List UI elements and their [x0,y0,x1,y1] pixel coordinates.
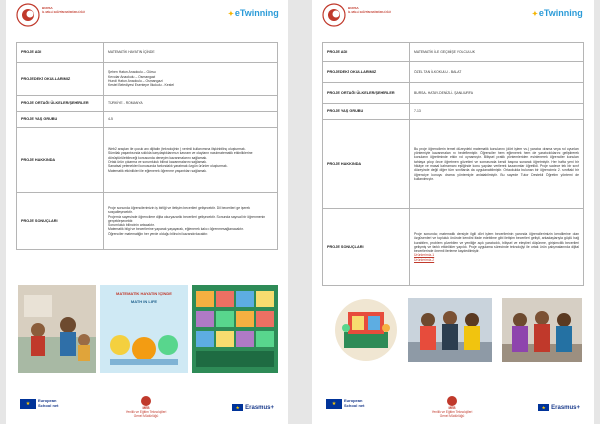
book-cake-photo [334,298,398,362]
meb-text [42,6,85,14]
eu-flag-icon: ★ [20,399,36,409]
row-value: MATEMATİK HAYATIN İÇİNDE [104,43,278,63]
poster-subtitle: MATH IN LIFE [130,299,158,304]
table-row [323,209,584,286]
row-label: PROJE ORTAĞI ÜLKELER/ŞEHİRLER [323,83,410,104]
table-row [17,96,278,112]
table-row [323,104,584,120]
row-value: 7-13 [410,104,584,120]
meb-logo-icon [322,3,346,27]
meb-line1: BURSA [348,6,359,10]
project-info-table [322,42,584,286]
yegitek-icon [141,396,151,406]
row-label: PROJE SONUÇLARI [17,193,104,250]
left-page [6,0,288,424]
row-label: PROJE YAŞ GRUBU [323,104,410,120]
row-label: PROJE ADI [323,43,410,62]
row-label: PROJE SONUÇLARI [323,209,410,286]
row-label: PROJE HAKKINDA [323,120,410,209]
etwinning-logo: ✦eTwinning [532,8,583,18]
row-value: 4-5 [104,112,278,128]
european-schoolnet-logo: ★ European School net [20,399,36,409]
row-label: PROJE YAŞ GRUBU [17,112,104,128]
products-link-2[interactable]: Ürünlerimiz-2 [414,257,435,262]
table-row [323,83,584,104]
meb-text [348,6,391,14]
table-row [17,193,278,250]
page-footer [6,390,288,424]
row-value: TÜRKİYE - ROMANYA [104,96,278,112]
row-label: PROJEDEKİ OKULLARIMIZ [323,62,410,83]
table-row [17,112,278,128]
students-drama-photo [408,298,492,362]
meb-line1: BURSA [42,6,53,10]
erasmus-logo: ★ Erasmus+ [232,404,274,411]
table-row [323,62,584,83]
row-value: Proje sonunda öğrencilerimizin iş birliği ve iletişim becerileri gelişecektir. Dil becerileri ge işerek sosyalleşecektir. Projemiz sayesinde öğrencilere dijita okuryazarlık becerileri gelişecektir. Sonunda sayısal bir öğrenmenin gerçekleşecektir. Sorumluluk bilincinin artacaktır. Matematik bilgi ve becerilerine yaparak yaşayarak, eğlenerek kalıcı öğrenmesağlanacaktır. Öğrenciler matematiğin her yerde olduğu bilincini kazandırılacaktır. [104,193,278,250]
table-row [323,43,584,62]
row-value: Şehen Hatun Anaokulu – Gürsu Kevolar Anaokulu – Osmangazi Hundi Hatun Anaokulu – Osmangazi Kestel Belediyesi Esentepe İlkokulu - Kestel [104,63,278,96]
project-poster [100,285,188,373]
eu-flag-icon: ★ [326,399,342,409]
european-schoolnet-logo: ★ European School net [326,399,342,409]
meb-line2: İL MİLLİ EĞİTİM MÜDÜRLÜĞÜ [348,10,391,14]
row-label: PROJE HAKKINDA [17,128,104,193]
eu-flag-icon: ★ [232,404,243,411]
row-value: MATEMATİK İLE GEÇMİŞE YOLCULUK [410,43,584,62]
meb-logo-icon [16,3,40,27]
etwinning-star-icon: ✦ [228,11,234,18]
row-label: PROJE ORTAĞI ÜLKELER/ŞEHİRLER [17,96,104,112]
table-row [17,128,278,193]
poster-title: MATEMATİK HAYATIN İÇİNDE [116,291,172,296]
yegitek-icon [447,396,457,406]
row-value: BURSA- HATAY-DENİZLİ- ŞANLIURFA [410,83,584,104]
products-link-1[interactable]: Ürünlerimiz-1 [414,253,435,258]
eu-flag-icon: ★ [538,404,549,411]
page-header [6,0,288,40]
row-label: PROJE ADI [17,43,104,63]
students-costume-photo [502,298,582,362]
yegitek-logo: MEB Yenilik ve Eğitim Teknolojileri Genel Müdürlüğü [118,396,174,418]
student-works-photo [192,285,278,373]
right-page [312,0,594,424]
erasmus-logo: ★ Erasmus+ [538,404,580,411]
meb-line2: İL MİLLİ EĞİTİM MÜDÜRLÜĞÜ [42,10,85,14]
table-row [323,120,584,209]
row-value: ÖZEL TAN İLKOKULU - BALAT [410,62,584,83]
row-value: Proje sonunda; matematik dersiyle ilgili dört işlem becerilerinin yanında öğrencilerimizin kendilerine olan özgüvenleri ve topluluk önünde kendini ifade edebilme gibi iletişim becerileri gelişti, arkadaşlarıyla güçlü bağ kurabilen, problem çözebilen ve yeniliğe açık yaratıcılık, bilişsel ve eleştirel düşünme, girişimcilik becerileri gelişmiş ve farklı etkinlikler yapıldı. Proje uygulama sürecinde teknolojiyi ile ortak ürün çalışmalarında dijital becerilerinde önemli ilerleme kaydedilmiştir. Ürünlerimiz-1 Ürünlerimiz-2 [410,209,584,286]
yegitek-logo: MEB Yenilik ve Eğitim Teknolojileri Genel Müdürlüğü [424,396,480,418]
table-row [17,63,278,96]
row-value: Web2 araçları ile çocuk anı dijitalin (teknolojinin ) verimli kullanımına ilişkinbilinç oluşturmak. Sümilak yaşantısında sıklıkla karşılaştıklarımızı kavram ve olayların nasılmatematik etkinliklerine dönüştürülebileceği konusunda deneyim kazanmalarını sağlamak. Ortak ürün çıkarma ve sorumluluk bilinci kazanmalarını sağlamak. Sanatsal yetenekleri konusunda farkındalık yaratmak özgün ürünler oluşturmak. Matematik etkinlikleri ile eğlenerek öğrenme yaşantıları sağlamak. [104,128,278,193]
table-row [17,43,278,63]
row-label: PROJEDEKİ OKULLARIMIZ [17,63,104,96]
page-header [312,0,594,40]
etwinning-star-icon: ✦ [532,11,538,18]
classroom-photo [18,285,96,373]
etwinning-logo: ✦eTwinning [228,8,279,18]
page-footer [312,390,594,424]
row-value: Bu proje öğrencilerin temel düzeydeki matematik konularını (dört işlem vs.) yaratıcı drama veya rol oyunları yöntemiyle kazanmaları nı hedeflemiştir. Öğrenciler hem eğlenerek hem de yaratıcılıklarını geliştirerek konuların öğretiminde etkin rol oynamıştır. Bilişsel pratik yöntemleriden esinlenerek öğrenciler konuları tahtaya çıkıp önce öğretmen gözetimi ve sonrasında kendi başına sunarak öğretmiştir. Her hafta yeni bir hikâye ve masal kahramanı eşliğinde konu yapılan verilerek kazanımlar öğretildi. Proje sadece tek bir sınıf düzeyinde değil diğer tüm sınıflarda da uygulanabilmiştir. Ortaokulda bulunan bir öğrencimiz 2. sınıftaki bir öğrenciye konuyu drama yöntemiyle anlatabilmiştir. Bu sayede Tutor Destekli Öğretim yöntemi de kullanılmıştır. [410,120,584,209]
project-info-table [16,42,278,250]
